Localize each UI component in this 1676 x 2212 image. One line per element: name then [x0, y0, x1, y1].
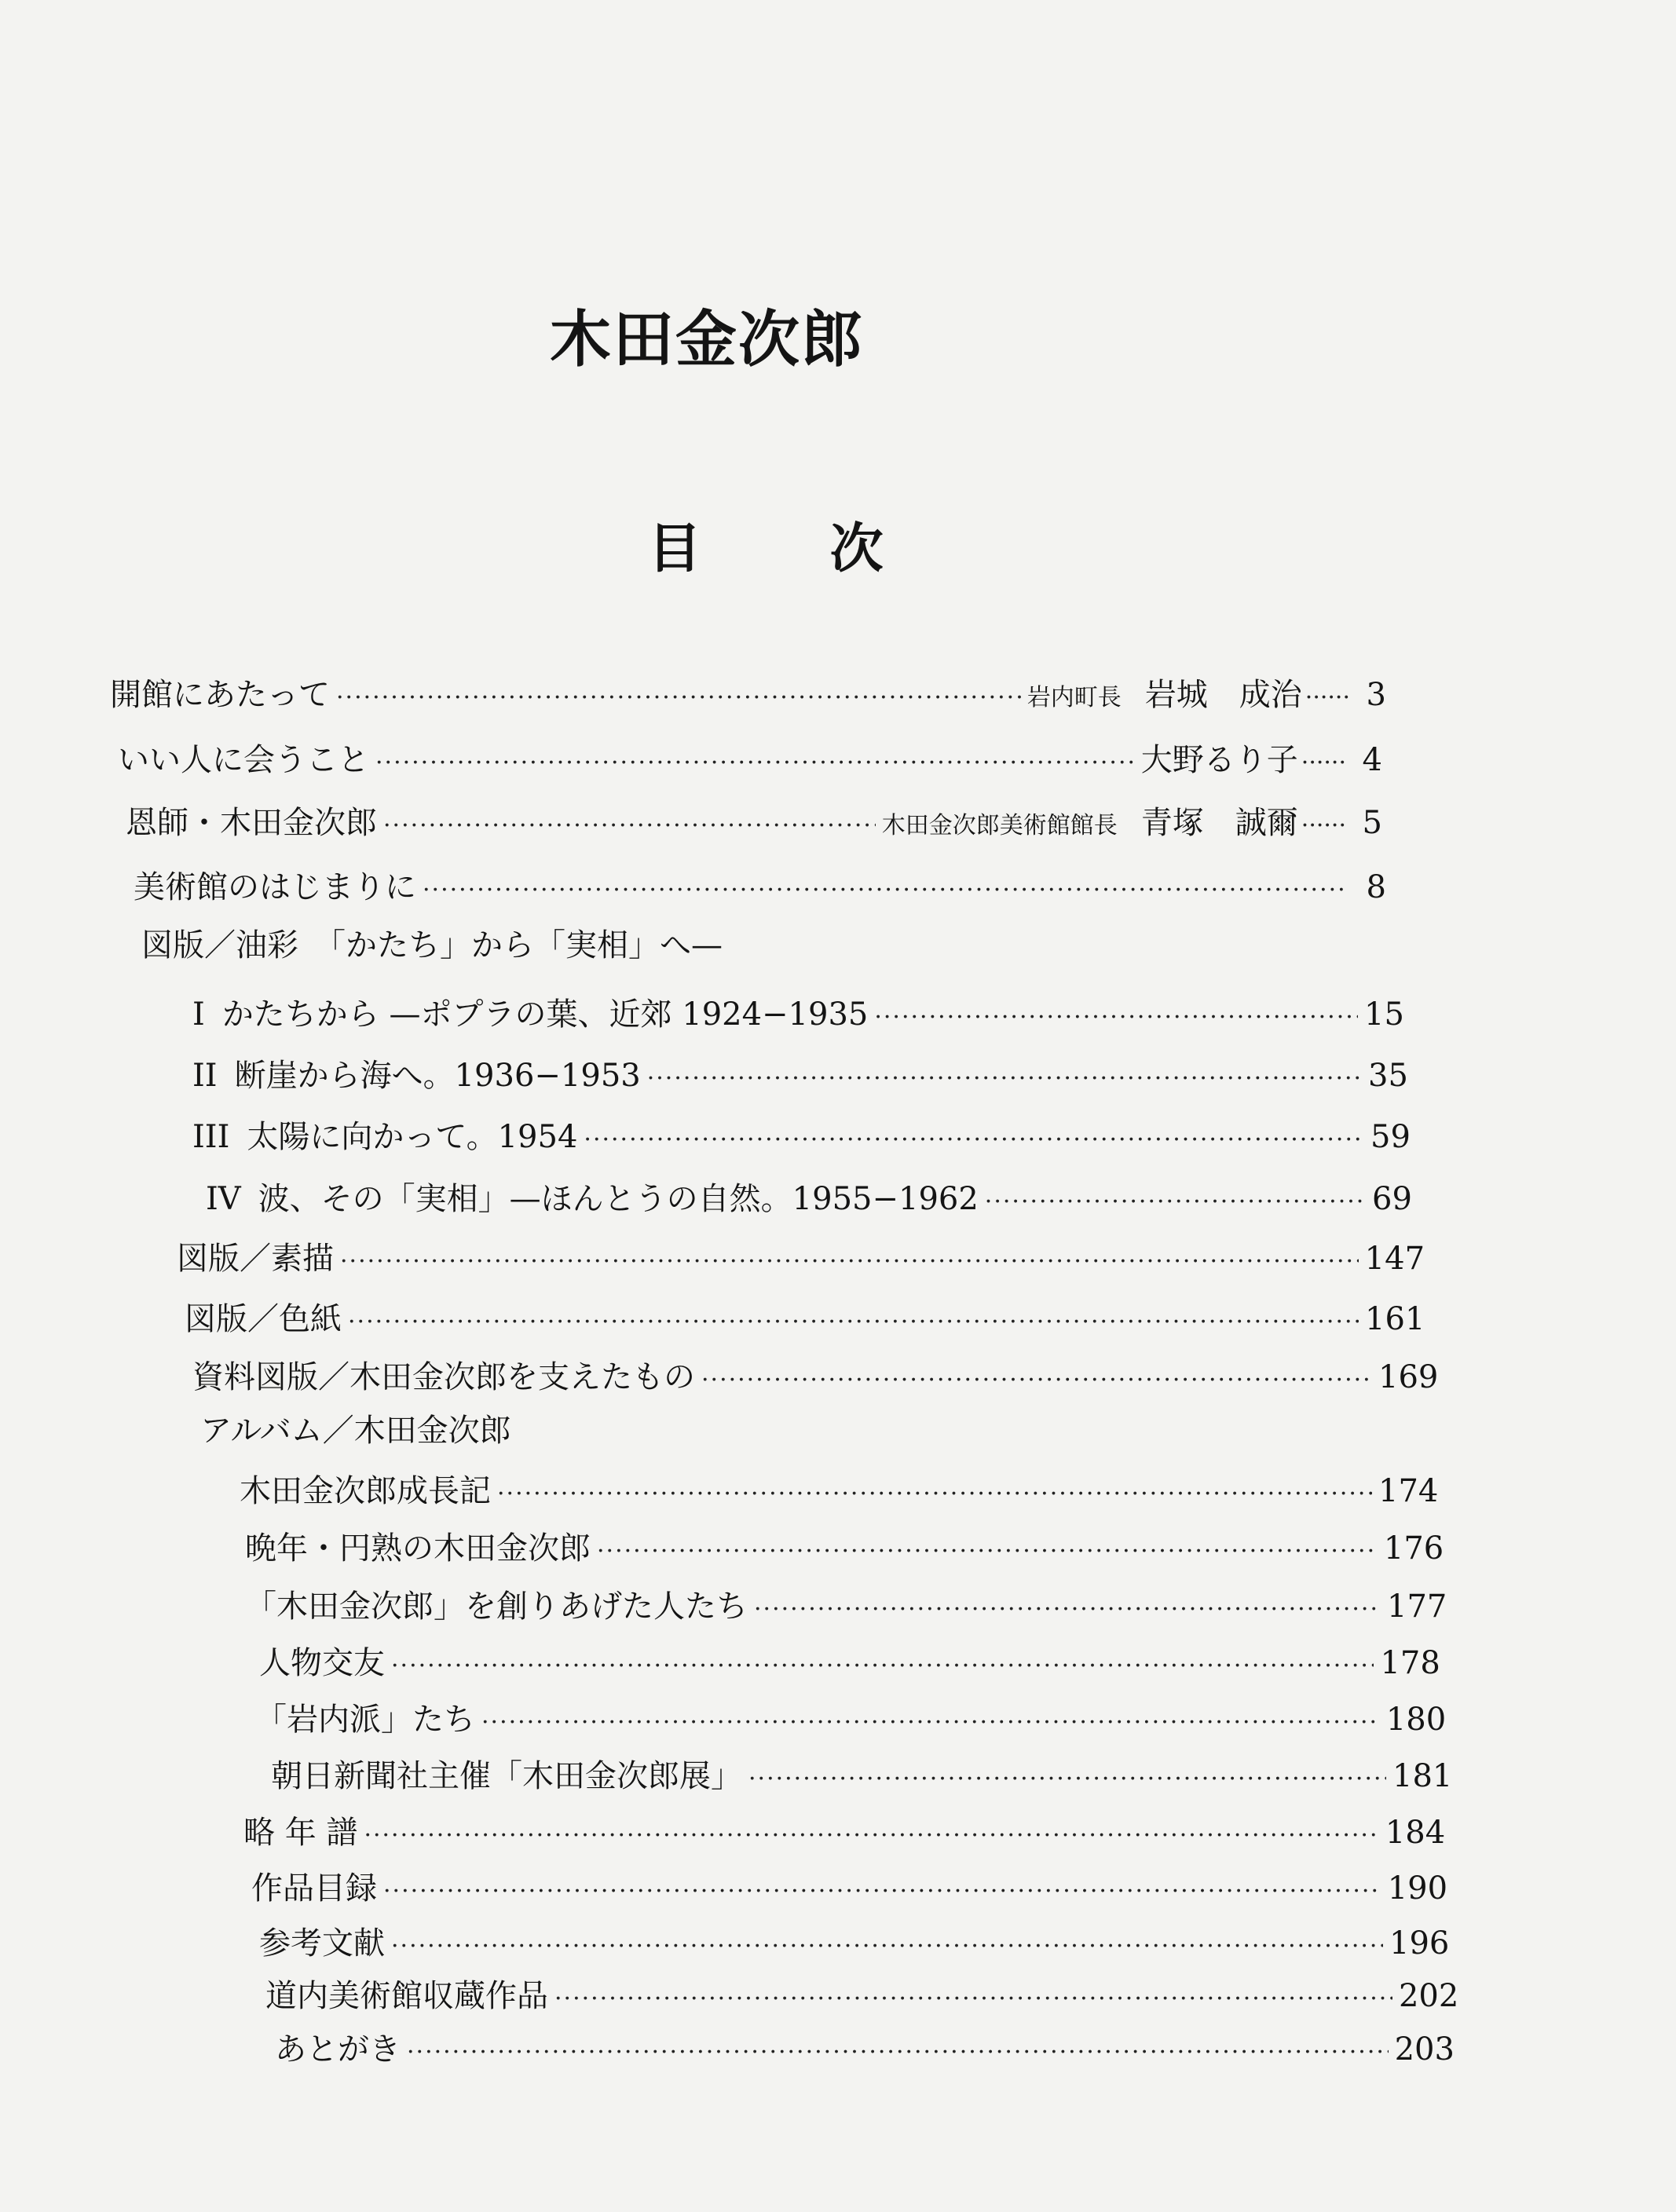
toc-entry-page: 196	[1389, 1925, 1450, 1962]
toc-entry-title: 「木田金次郎」を創りあげた人たち	[245, 1589, 748, 1625]
toc-entry-page: 4	[1362, 742, 1382, 778]
toc-entry-title: アルバム／木田金次郎	[200, 1413, 511, 1449]
toc-entry-role: 岩内町長	[1026, 684, 1122, 711]
toc-section-heading[interactable]	[141, 922, 1005, 969]
dot-leader	[647, 1055, 1362, 1102]
toc-entry-page: 176	[1383, 1530, 1444, 1567]
dot-leader	[423, 867, 1348, 914]
toc-entry-title: あとがき	[275, 2031, 401, 2068]
toc-entry[interactable]	[134, 864, 1386, 911]
toc-entry-page: 203	[1394, 2031, 1455, 2068]
toc-entry-page: 184	[1385, 1815, 1446, 1851]
toc-entry-page: 35	[1368, 1058, 1408, 1094]
dot-leader	[597, 1528, 1378, 1575]
toc-entry[interactable]	[240, 1468, 1439, 1515]
toc-entry-page: 180	[1385, 1702, 1447, 1738]
toc-entry-title: 美術館のはじまりに	[134, 869, 416, 905]
dot-leader	[497, 1471, 1372, 1518]
dot-leader	[364, 1812, 1378, 1859]
toc-entry-page: 161	[1365, 1301, 1425, 1337]
toc-entry[interactable]	[275, 2026, 1455, 2073]
dot-leader: ······	[1301, 812, 1346, 839]
dot-leader	[748, 1756, 1386, 1803]
toc-entry-page: 3	[1366, 677, 1386, 713]
toc-entry-title: 人物交友	[259, 1645, 385, 1681]
toc-entry[interactable]	[192, 991, 1404, 1038]
dot-leader	[754, 1586, 1381, 1633]
chapter-number: III	[192, 1119, 230, 1155]
toc-heading: 目 次	[648, 517, 939, 580]
toc-entry[interactable]	[192, 1052, 1408, 1099]
dot-leader: ······	[1301, 749, 1346, 777]
toc-entry-page: 177	[1387, 1589, 1447, 1625]
dot-leader	[391, 1923, 1383, 1970]
dot-leader	[481, 1699, 1380, 1746]
toc-entry-page: 178	[1380, 1645, 1440, 1681]
dot-leader	[383, 1868, 1381, 1915]
toc-entry-author: 大野るり子	[1140, 742, 1298, 778]
toc-entry[interactable]	[259, 1640, 1440, 1687]
dot-leader	[584, 1117, 1364, 1164]
dot-leader	[348, 1299, 1359, 1346]
toc-entry[interactable]	[271, 1753, 1453, 1800]
dot-leader	[391, 1643, 1374, 1690]
toc-entry[interactable]	[177, 1235, 1425, 1282]
toc-entry-page: 69	[1372, 1181, 1412, 1217]
chapter-number: IV	[206, 1181, 241, 1217]
toc-entry-title: 木田金次郎成長記	[240, 1473, 491, 1509]
chapter-number: II	[192, 1058, 218, 1094]
toc-entry-title: 道内美術館収蔵作品	[265, 1978, 548, 2014]
toc-entry[interactable]	[265, 1973, 1459, 2020]
toc-entry-title: 図版／色紙	[185, 1301, 342, 1337]
dot-leader	[340, 1238, 1359, 1285]
toc-entry-page: 147	[1364, 1241, 1425, 1277]
toc-entry-title: 開館にあたって	[110, 677, 330, 713]
toc-section-heading[interactable]	[200, 1407, 671, 1454]
toc-entry-title: 作品目録	[251, 1870, 377, 1907]
toc-entry-page: 169	[1378, 1359, 1439, 1395]
toc-entry-title: 略 年 譜	[243, 1815, 358, 1851]
toc-entry-title: 「岩内派」たち	[255, 1702, 475, 1738]
dot-leader: ······	[1305, 684, 1350, 711]
toc-entry[interactable]	[185, 1296, 1425, 1343]
toc-entry-page: 5	[1362, 805, 1382, 841]
toc-entry-title: いい人に会うこと	[118, 742, 369, 778]
toc-entry-page: 8	[1366, 869, 1386, 905]
dot-leader	[554, 1976, 1392, 2023]
toc-entry-author: 岩城 成治	[1144, 677, 1302, 713]
toc-entry-title: 断崖から海へ。1936−1953	[234, 1058, 641, 1094]
toc-entry-title: 資料図版／木田金次郎を支えたもの	[192, 1359, 695, 1395]
toc-entry-title: 恩師・木田金次郎	[126, 805, 377, 841]
toc-entry[interactable]	[251, 1865, 1448, 1912]
toc-entry[interactable]	[192, 1354, 1439, 1401]
dot-leader	[874, 994, 1358, 1041]
toc-entry-title: 図版／素描	[177, 1241, 334, 1277]
toc-entry[interactable]	[245, 1525, 1444, 1572]
dot-leader	[985, 1179, 1366, 1226]
dot-leader	[383, 803, 876, 850]
toc-entry[interactable]	[259, 1920, 1450, 1967]
toc-entry-page: 202	[1398, 1978, 1459, 2014]
toc-entry[interactable]	[126, 799, 1382, 846]
toc-entry[interactable]	[245, 1583, 1447, 1630]
toc-entry-title: 太陽に向かって。1954	[247, 1119, 578, 1155]
toc-entry-page: 181	[1392, 1758, 1453, 1794]
toc-entry-title: 波、その「実相」—ほんとうの自然。1955−1962	[258, 1181, 979, 1217]
dot-leader	[407, 2029, 1389, 2076]
toc-entry-title: 図版／油彩 「かたち」から「実相」へ—	[141, 927, 723, 963]
toc-entry-page: 59	[1370, 1119, 1411, 1155]
book-title: 木田金次郎	[550, 304, 865, 375]
toc-entry[interactable]	[118, 737, 1382, 784]
toc-entry[interactable]	[192, 1113, 1411, 1161]
toc-entry-page: 174	[1378, 1473, 1439, 1509]
toc-entry-author: 青塚 誠爾	[1140, 805, 1298, 841]
toc-entry-title: かたちから —ポプラの葉、近郊 1924−1935	[221, 996, 869, 1033]
chapter-number: I	[192, 996, 205, 1033]
toc-entry-title: 朝日新聞社主催「木田金次郎展」	[271, 1758, 742, 1794]
toc-entry-page: 15	[1364, 996, 1404, 1033]
toc-entry[interactable]	[255, 1696, 1447, 1743]
toc-entry[interactable]	[206, 1175, 1412, 1223]
toc-entry-page: 190	[1387, 1870, 1448, 1907]
toc-entry-role: 木田金次郎美術館館長	[881, 812, 1118, 839]
dot-leader	[701, 1357, 1372, 1404]
toc-entry-title: 参考文献	[259, 1925, 385, 1962]
toc-entry[interactable]	[110, 671, 1386, 718]
dot-leader	[336, 675, 1021, 722]
toc-entry[interactable]	[243, 1809, 1446, 1856]
toc-entry-title: 晩年・円熟の木田金次郎	[245, 1530, 591, 1567]
dot-leader	[375, 740, 1135, 787]
